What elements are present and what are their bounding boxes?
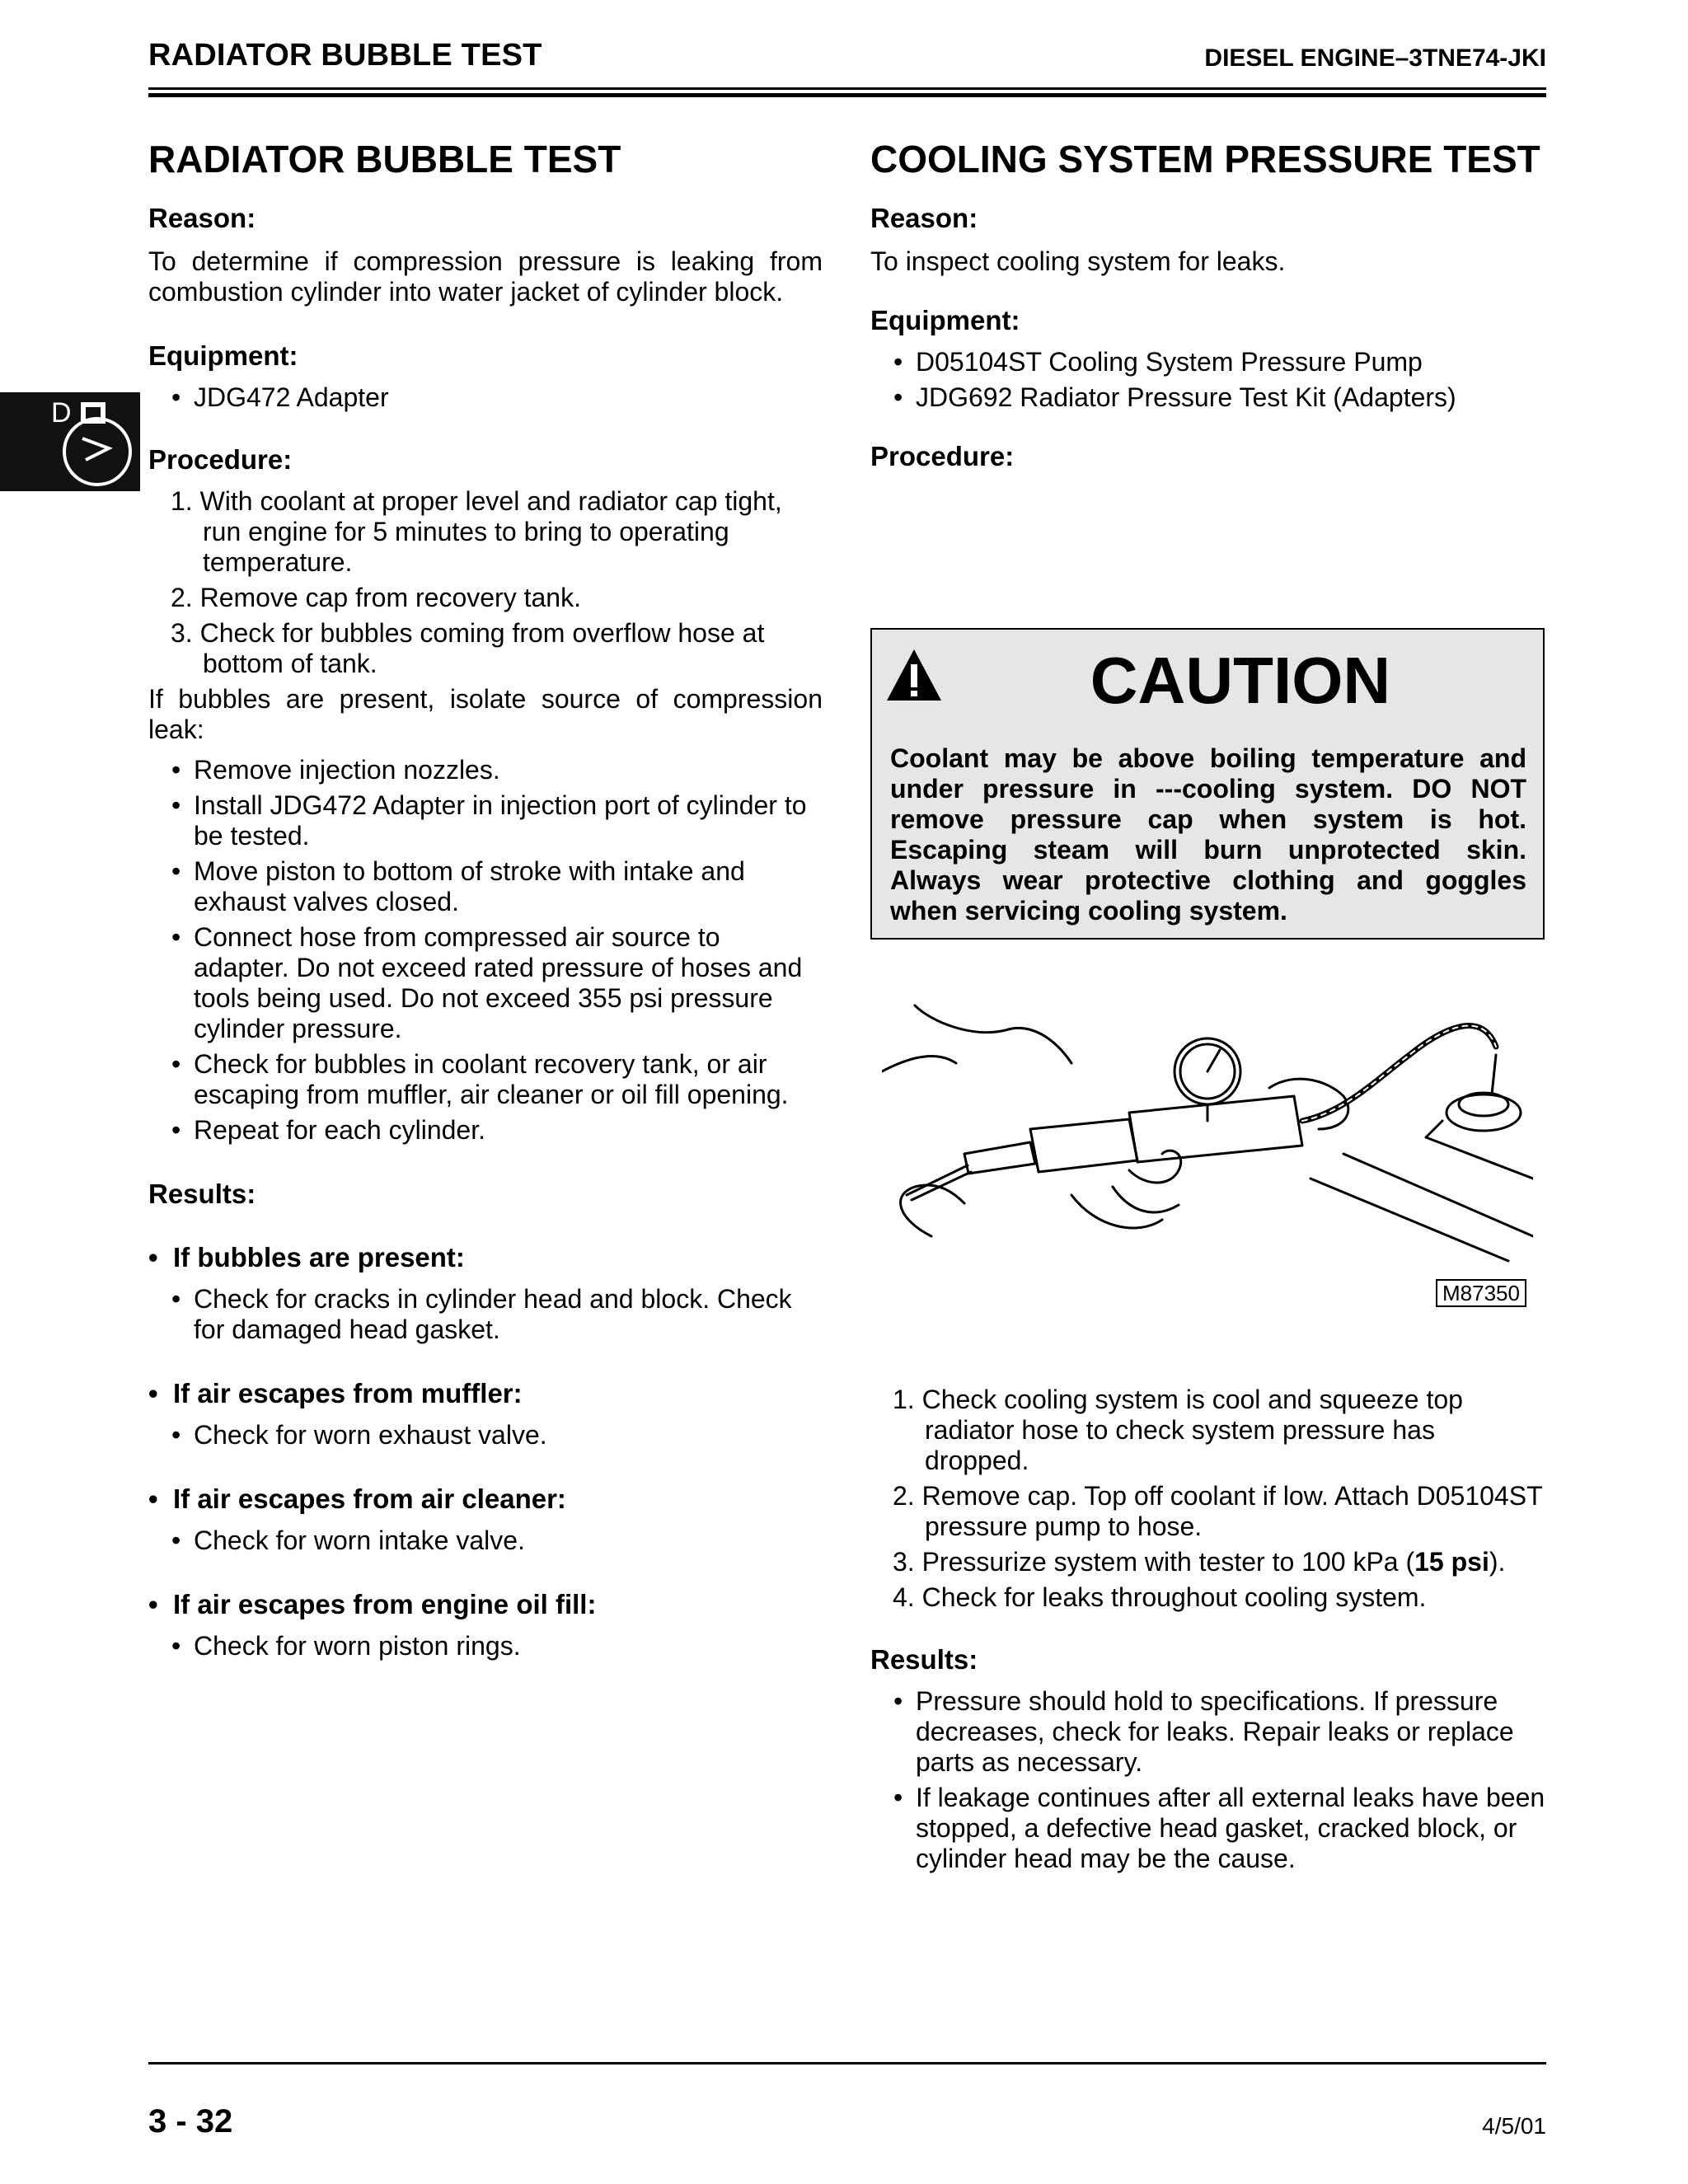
list-item: • Check for bubbles in coolant recovery tank, or air escaping from muffler, air cleaner or oil fill opening. [148,1049,823,1110]
list-item: • Pressure should hold to specifications. If pressure decreases, check for leaks. Repair leaks or replace parts as necessary. [870,1686,1546,1778]
list-item: • D05104ST Cooling System Pressure Pump [870,347,1546,377]
list-item: • Check for worn exhaust valve. [148,1420,823,1451]
pressure-test-steps [870,1385,1546,1613]
equipment-list [148,382,823,413]
list-item [870,1547,1546,1577]
reason-text: To determine if compression pressure is leaking from combustion cylinder into water jacket of cylinder block. [148,246,823,307]
isolate-text: If bubbles are present, isolate source of compression leak: [148,684,823,744]
list-item: • Repeat for each cylinder. [148,1115,823,1146]
list-item: • Connect hose from compressed air source to adapter. Do not exceed rated pressure of hoses and tools being used. Do not exceed 355 psi pressure cylinder pressure. [148,922,823,1044]
list-item: 2. Remove cap. Top off coolant if low. Attach D05104ST pressure pump to hose. [893,1481,1543,1541]
section-tab [0,392,140,491]
result-actions [148,1526,823,1556]
result-actions [148,1631,823,1661]
results-list [870,1686,1546,1874]
revision-date: 4/5/01 [1482,2113,1546,2139]
page-number: 3 - 32 [148,2103,233,2139]
equipment-label: Equipment: [870,305,1020,335]
results-label: Results: [148,1179,256,1209]
left-column [148,138,823,1666]
section-heading: RADIATOR BUBBLE TEST [148,138,621,180]
caution-box [870,628,1545,940]
caution-text: Coolant may be above boiling temperature and under pressure in ---cooling system. DO NOT remove pressure cap when system is hot. Escaping steam will burn unprotected skin. Always wear protective clothing and goggles when servicing cooling system. [890,743,1526,926]
list-item: • Check for worn intake valve. [148,1526,823,1556]
reason-text: To inspect cooling system for leaks. [870,246,1286,276]
running-header-section: DIESEL ENGINE–3TNE74-JKI [1204,45,1546,72]
running-header-title: RADIATOR BUBBLE TEST [148,38,542,73]
list-item: • If leakage continues after all external leaks have been stopped, a defective head gasket, cracked block, or cylinder head may be the cause. [870,1783,1546,1874]
engine-gauge-icon [0,392,140,491]
footer-rule [148,2062,1546,2064]
list-item: • Move piston to bottom of stroke with intake and exhaust valves closed. [148,856,823,917]
result-condition: • If bubbles are present: [148,1242,823,1272]
procedure-label: Procedure: [870,441,1015,471]
list-item: • Remove injection nozzles. [148,755,823,785]
list-item: 1. With coolant at proper level and radiator cap tight, run engine for 5 minutes to bring to operating temperature. [171,486,782,577]
right-column [870,138,1546,471]
result-condition: • If air escapes from engine oil fill: [148,1589,823,1619]
list-item: 1. Check cooling system is cool and squeeze top radiator hose to check system pressure has dropped. [893,1385,1463,1475]
procedure-label: Procedure: [148,444,293,475]
list-item: • Install JDG472 Adapter in injection port of cylinder to be tested. [148,790,823,851]
result-actions [148,1420,823,1451]
step3-prefix: 3. Pressurize system with tester to 100 kPa ( [893,1547,1415,1577]
tab-letter: D [51,397,72,429]
header-rule [148,87,1546,90]
caution-title: CAUTION [1090,644,1391,717]
list-item: • JDG692 Radiator Pressure Test Kit (Adapters) [870,382,1546,413]
list-item: • JDG472 Adapter [148,382,823,413]
equipment-label: Equipment: [148,340,298,371]
list-item: 3. Check for bubbles coming from overflow hose at bottom of tank. [171,618,765,678]
reason-label: Reason: [870,203,978,233]
list-item: • Check for cracks in cylinder head and block. Check for damaged head gasket. [148,1284,823,1345]
procedure-list [148,486,823,679]
pressure-pump-illustration [882,989,1533,1319]
list-item: 2. Remove cap from recovery tank. [171,583,581,612]
result-condition: • If air escapes from muffler: [148,1378,823,1408]
isolate-list [148,755,823,1146]
results-label: Results: [870,1644,978,1675]
right-column-lower [870,1385,1546,1879]
result-actions [148,1284,823,1345]
figure-label: M87350 [1436,1279,1526,1307]
list-item: • Check for worn piston rings. [148,1631,823,1661]
section-heading: COOLING SYSTEM PRESSURE TEST [870,138,1540,180]
reason-label: Reason: [148,203,256,233]
step3-bold: 15 psi [1414,1547,1489,1577]
equipment-list [870,347,1546,413]
list-item: 4. Check for leaks throughout cooling system. [893,1582,1427,1612]
result-condition: • If air escapes from air cleaner: [148,1483,823,1514]
header-rule-thick [148,93,1546,97]
step3-suffix: ). [1489,1547,1506,1577]
